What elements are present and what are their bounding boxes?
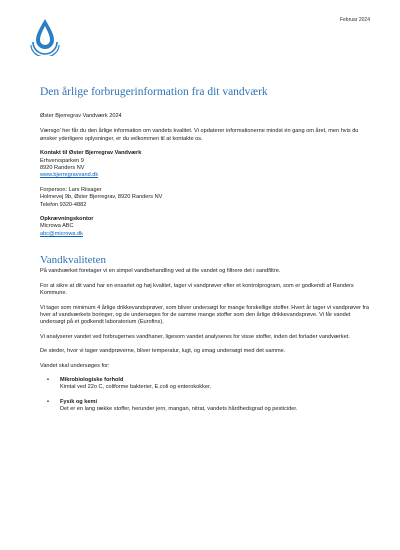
document-content: [40, 86, 370, 421]
contact-heading: Kontakt til Øster Bjerregrav Vandværk: [40, 150, 142, 157]
website-link[interactable]: www.bjerregravvand.dk: [40, 172, 99, 179]
list-item-title: Mikrobiologiske forhold: [60, 376, 124, 383]
chairman-address: Holmevej 9b, Øster Bjerregrav, 8920 Randers NV: [40, 194, 163, 201]
billing-block: [40, 216, 370, 238]
test-list: [40, 377, 370, 414]
section-heading: Vandkvaliteten: [40, 254, 106, 267]
contact-block: [40, 150, 370, 180]
list-item: [40, 399, 370, 414]
contact-city: 8920 Randers NV: [40, 165, 85, 172]
quality-paragraph-4: Vi analyserer vandet ved forbrugernes vandhaner, ligesom vandet analyseres for visse stoffer, inden det forlader vandværket.: [40, 333, 350, 340]
quality-paragraph-6: Vandet skal undersøges for:: [40, 362, 110, 369]
quality-paragraph-5: De steder, hvor vi tager vandprøverne, bliver temperatur, lugt, og smag undersøgt med det samme.: [40, 348, 286, 355]
water-drop-logo-icon: [28, 16, 62, 56]
contact-address: Erhvervsparken 9: [40, 157, 84, 164]
list-item-title: Fysik og kemi: [60, 398, 97, 405]
chairman-block: [40, 187, 370, 209]
quality-paragraph-2: For at sikre at dit vand har en ensartet og høj kvalitet, tager vi vandprøver efter et kontrolprogram, som er godkendt af Randers Kommune.: [40, 282, 354, 297]
billing-email-link[interactable]: abc@microwa.dk: [40, 230, 83, 237]
bullet-icon: •: [47, 376, 49, 383]
billing-heading: Opkrævningskontor: [40, 216, 94, 223]
document-date: Februar 2024: [339, 17, 370, 23]
page-title: Den årlige forbrugerinformation fra dit vandværk: [40, 86, 268, 98]
list-item-text: Kimtal ved 22o C, coliforme bakterier, E.coli og enterokokker.: [60, 384, 212, 391]
billing-company: Microwa ABC: [40, 223, 74, 230]
waterworks-subtitle: Øster Bjerregrav Vandværk 2024: [40, 113, 122, 119]
chairman-phone: Telefon 9320-4882: [40, 201, 87, 208]
quality-section: [40, 254, 370, 413]
list-item: [40, 377, 370, 392]
quality-paragraph-1: På vandværket foretager vi en simpel vandbehandling ved at ilte vandet og filtrere det i sandfiltre.: [40, 268, 281, 275]
list-item-text: Det er en lang række stoffer, herunder jern, mangan, nitrat, vandets hårdhedsgrad og pesticider.: [60, 406, 298, 413]
intro-paragraph: Værsgo' her får du den årlige information om vandets kvalitet. Vi opdaterer informationerne mindst én gang om året, men hvis du ønsker yderligere oplysninger, er du velkommen til at kontakte os.: [40, 128, 359, 142]
quality-paragraph-3: Vi tager som minimum 4 årlige drikkevandsprøver, som bliver undersøgt for mange forskellige stoffer. Hvert år tager vi vandprøver fra hver af vandværkets boringer, og de undersøges for de samme mange stoffer som den årlige drikkevandsprøve. Vi får vandet undersøgt på et godkendt laboratorium (Eurofins).: [40, 304, 370, 326]
chairman-name: Forperson: Lars Riisager: [40, 186, 102, 193]
bullet-icon: •: [47, 398, 49, 405]
